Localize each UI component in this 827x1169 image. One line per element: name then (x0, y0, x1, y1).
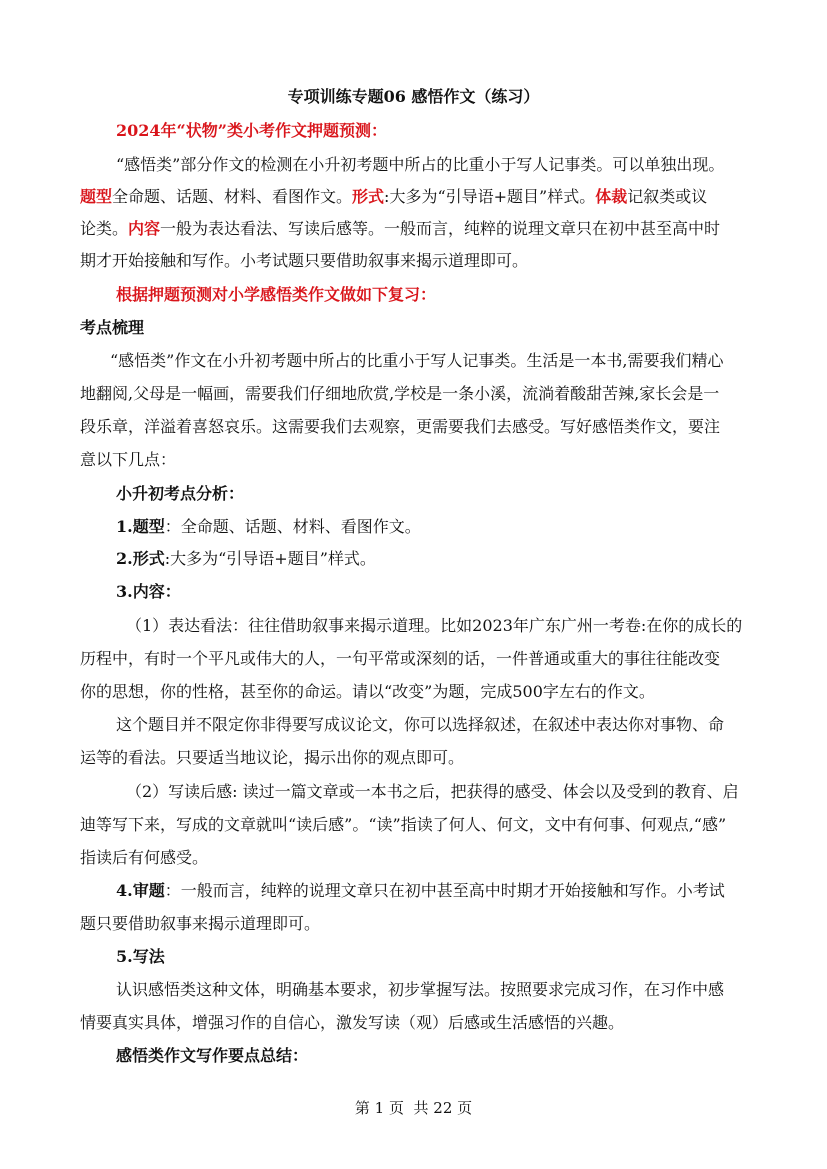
current-page-number: 1 (374, 1099, 385, 1117)
point-3: 3.内容： (116, 582, 181, 601)
point-4: 4.审题：一般而言，纯粹的说理文章只在初中甚至高中时期才开始接触和写作。小考试 (116, 881, 725, 900)
point-4-continued: 题只要借助叙事来揭示道理即可。 (80, 914, 321, 933)
overview-line-1: “感悟类”作文在小升初考题中所占的比重小于写人记事类。生活是一本书,需要我们精心 (110, 351, 724, 370)
content-2-line-2: 迪等写下来，写成的文章就叫“读后感”。“读”指读了何人、何文，文中有何事、何观点,“感” (80, 815, 727, 834)
label-form: 形式 (352, 187, 385, 206)
prediction-heading: 2024年“状物”类小考作文押题预测： (116, 121, 387, 140)
total-pages-number: 22 (433, 1099, 453, 1117)
content-1-line-1: （1）表达看法：往往借助叙事来揭示道理。比如2023年广东广州一考卷:在你的成长的 (126, 616, 743, 635)
document-title: 专项训练专题06 感悟作文（练习） (287, 87, 540, 106)
content-1-line-2: 历程中，有时一个平凡或伟大的人，一句平常或深刻的话，一件普通或重大的事往往能改变 (80, 649, 721, 668)
point-2: 2.形式:大多为“引导语+题目”样式。 (116, 549, 376, 568)
content-1-note-line-1: 这个题目并不限定你非得要写成议论文，你可以选择叙述，在叙述中表达你对事物、命 (116, 715, 725, 734)
intro-line-2: 题型全命题、话题、材料、看图作文。形式:大多为“引导语+题目”样式。体裁记叙类或议 (80, 187, 708, 206)
method-line-2: 情要真实具体，增强习作的自信心，激发写读（观）后感或生活感悟的兴趣。 (80, 1013, 625, 1032)
point-1: 1.题型：全命题、话题、材料、看图作文。 (116, 517, 421, 536)
overview-line-2: 地翻阅,父母是一幅画，需要我们仔细地欣赏,学校是一条小溪，流淌着酸甜苦辣,家长会是一 (80, 384, 720, 403)
label-content: 内容 (128, 219, 161, 238)
section-heading: 考点梳理 (80, 318, 145, 337)
content-2-line-1: （2）写读后感: 读过一篇文章或一本书之后，把获得的感受、体会以及受到的教育、启 (126, 782, 739, 801)
intro-line-1: “感悟类”部分作文的检测在小升初考题中所占的比重小于写人记事类。可以单独出现。 (116, 155, 725, 174)
content-1-line-3: 你的思想，你的性格，甚至你的命运。请以“改变”为题，完成500字左右的作文。 (80, 682, 655, 701)
label-genre: 体裁 (595, 187, 628, 206)
overview-line-3: 段乐章，洋溢着喜怒哀乐。这需要我们去观察，更需要我们去感受。写好感悟类作文，要注 (80, 417, 721, 436)
method-line-1: 认识感悟类这种文体，明确基本要求，初步掌握写法。按照要求完成习作，在习作中感 (116, 980, 725, 999)
intro-line-3: 论类。内容一般为表达看法、写读后感等。一般而言，纯粹的说理文章只在初中甚至高中时 (80, 219, 721, 238)
content-2-line-3: 指读后有何感受。 (80, 848, 209, 867)
overview-line-4: 意以下几点： (80, 450, 177, 469)
content-1-note-line-2: 运等的看法。只要适当地议论，揭示出你的观点即可。 (80, 748, 465, 767)
analysis-heading: 小升初考点分析： (116, 484, 245, 503)
label-type: 题型 (80, 187, 113, 206)
summary-heading: 感悟类作文写作要点总结： (116, 1046, 309, 1065)
review-heading: 根据押题预测对小学感悟类作文做如下复习： (116, 285, 437, 304)
intro-line-4: 期才开始接触和写作。小考试题只要借助叙事来揭示道理即可。 (80, 251, 529, 270)
point-5: 5.写法 (116, 947, 165, 966)
page-footer: 第 1 页 共 22 页 (354, 1099, 473, 1117)
